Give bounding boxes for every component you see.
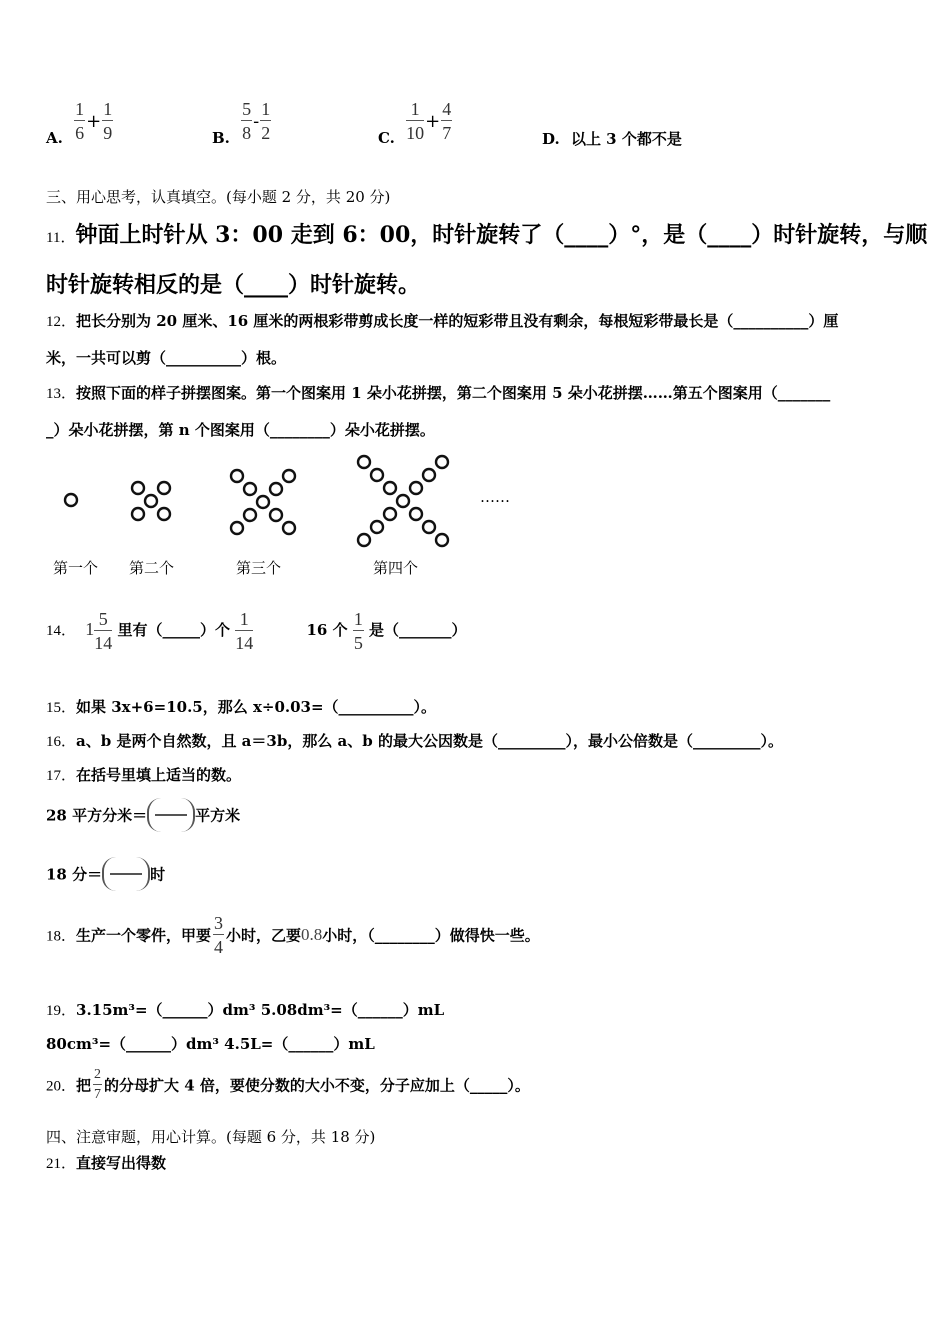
question-number: 17． [46, 768, 77, 784]
option-d-text: 以上 3 个都不是 [570, 130, 682, 148]
question-13 [46, 382, 830, 403]
pattern-caption-4: 第四个 [373, 559, 419, 577]
question-number: 13． [46, 386, 77, 402]
flower [371, 521, 383, 533]
flower [132, 508, 144, 520]
flower [244, 483, 256, 495]
question-number: 21． [46, 1156, 77, 1172]
pattern-caption-3: 第三个 [236, 559, 282, 577]
pattern-ellipsis: …… [480, 488, 510, 506]
question-number: 15． [46, 700, 77, 716]
fraction: $\frac{1}{2}$ [261, 99, 271, 143]
flower [158, 508, 170, 520]
flower [410, 482, 422, 494]
value-0.8: 0.8 [301, 925, 323, 944]
fraction: $\frac{3}{4}$ [214, 913, 224, 957]
fraction: $\frac{4}{7}$ [442, 99, 452, 143]
flower [145, 495, 157, 507]
question-number: 14． [46, 623, 77, 639]
question-17 [46, 764, 241, 785]
flower [257, 496, 269, 508]
fraction: $\frac{1}{14}$ [235, 609, 254, 653]
question-number: 20． [46, 1078, 77, 1095]
question-14-text-3: 是（_______） [369, 621, 467, 639]
question-19 [46, 999, 444, 1020]
option-d-label: D. [542, 130, 560, 148]
question-number: 12． [46, 314, 77, 330]
flower [231, 522, 243, 534]
flower [397, 495, 409, 507]
flower [231, 470, 243, 482]
question-11-line1: 钟面上时针从 3：00 走到 6：00，时针旋转了（____）°，是（____）时针旋转，与顺 [75, 222, 928, 248]
answer-fraction-blank[interactable] [102, 857, 150, 891]
flower [132, 482, 144, 494]
pattern-caption-2: 第二个 [129, 559, 175, 577]
question-11-line2: 时针旋转相反的是（____）时针旋转。 [46, 272, 421, 298]
flower-pattern-figure [40, 448, 540, 558]
flower [244, 509, 256, 521]
flower [423, 521, 435, 533]
question-13-line2: _）朵小花拼摆，第 n 个图案用（________）朵小花拼摆。 [46, 421, 435, 439]
flower [384, 508, 396, 520]
flower [384, 482, 396, 494]
flower [436, 534, 448, 546]
fraction: $\frac{5}{8}$ [242, 99, 252, 143]
option-a-label: A. [46, 129, 63, 147]
fraction: $\frac{5}{14}$ [94, 609, 113, 653]
flower [371, 469, 383, 481]
question-15-text: 如果 3x+6=10.5，那么 x÷0.03=（__________）。 [76, 698, 437, 716]
question-18: 18．生产一个零件，甲要 $\frac{3}{4}$ 小时，乙要0.8小时，（________）做得快一些。 [46, 913, 540, 957]
question-21-text: 直接写出得数 [76, 1154, 167, 1172]
question-17-line-1: 28 平方分米＝ 平方米 [46, 798, 240, 832]
flower [158, 482, 170, 494]
question-14-text-2: 16 个 [306, 621, 348, 639]
question-15 [46, 696, 436, 717]
flower [358, 456, 370, 468]
flower [410, 508, 422, 520]
flower [270, 509, 282, 521]
question-number: 11． [46, 230, 76, 246]
question-13-line1: 按照下面的样子拼摆图案。第一个图案用 1 朵小花拼摆，第二个图案用 5 朵小花拼摆……第五个图案用（_______ [76, 384, 831, 402]
question-20: 20．把 $\frac{2}{7}$ 的分母扩大 4 倍，要使分数的大小不变，分子应加上（_____）。 [46, 1067, 530, 1102]
pattern-4 [358, 456, 448, 546]
question-number: 19． [46, 1003, 77, 1019]
pattern-caption-1: 第一个 [53, 559, 99, 577]
question-14-text-1: 里有（_____）个 [117, 621, 230, 639]
section-4-heading: 四、注意审题，用心计算。(每题 6 分，共 18 分) [46, 1128, 376, 1146]
question-19-line-1: 3.15m³=（______）dm³ 5.08dm³=（______）mL [76, 1001, 445, 1019]
option-b-label: B. [212, 129, 230, 147]
question-16-text: a、b 是两个自然数，且 a＝3b，那么 a、b 的最大公因数是（_________），最小公倍数是（_________）。 [76, 732, 783, 750]
flower [283, 470, 295, 482]
question-12 [46, 310, 838, 331]
pattern-2 [132, 482, 170, 520]
question-17-text: 在括号里填上适当的数。 [76, 766, 242, 784]
question-14 [46, 610, 467, 652]
section-3-heading: 三、用心思考，认真填空。(每小题 2 分，共 20 分) [46, 188, 391, 206]
question-19-line-2: 80cm³=（______）dm³ 4.5L=（______）mL [46, 1035, 375, 1053]
fraction: $\frac{1}{10}$ [406, 99, 425, 143]
question-11 [46, 218, 927, 249]
flower [423, 469, 435, 481]
flower [283, 522, 295, 534]
flower [270, 483, 282, 495]
question-12-line2: 米，一共可以剪（__________）根。 [46, 349, 287, 367]
fraction: $\frac{1}{5}$ [353, 609, 363, 653]
pattern-1 [65, 494, 77, 506]
fraction: $\frac{1}{6}$ [75, 99, 85, 143]
question-number: 18． [46, 928, 77, 945]
question-21 [46, 1152, 166, 1173]
option-b: B. $\frac{5}{8}$ - $\frac{1}{2}$ [212, 99, 271, 147]
option-c-label: C. [378, 129, 395, 147]
question-17-line-2: 18 分＝ 时 [46, 857, 165, 891]
pattern-3 [231, 470, 295, 534]
fraction: $\frac{2}{7}$ [94, 1067, 102, 1102]
question-12-line1: 把长分别为 20 厘米、16 厘米的两根彩带剪成长度一样的短彩带且没有剩余，每根短彩带最长是（__________）厘 [76, 312, 839, 330]
option-d [542, 128, 682, 149]
option-a: A. $\frac{1}{6}$ + $\frac{1}{9}$ [46, 99, 113, 147]
flower [65, 494, 77, 506]
answer-fraction-blank[interactable] [147, 798, 195, 832]
flower [358, 534, 370, 546]
question-number: 16． [46, 734, 77, 750]
flower [436, 456, 448, 468]
fraction: $\frac{1}{9}$ [103, 99, 113, 143]
question-16 [46, 730, 783, 751]
mixed-number-whole: 1 [85, 619, 95, 639]
option-c: C. $\frac{1}{10}$ + $\frac{4}{7}$ [378, 99, 452, 147]
